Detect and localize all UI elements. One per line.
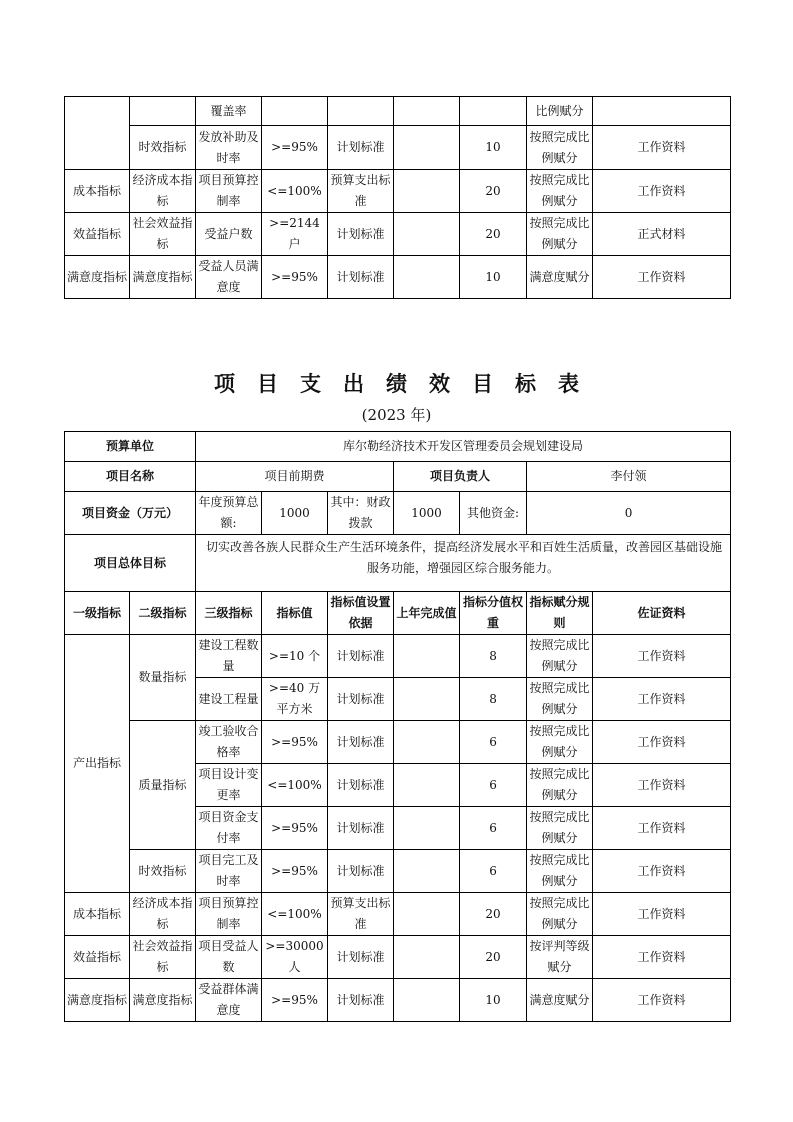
level2-satisfaction: 满意度指标 bbox=[130, 979, 196, 1022]
project-goal-value: 切实改善各族人民群众生产生活环境条件，提高经济发展水平和百姓生活质量，改善园区基础设施服务功能，增强园区综合服务能力。 bbox=[196, 535, 731, 592]
table-row: 满意度指标 满意度指标 受益人员满意度 >=95% 计划标准 10 满意度赋分 工作资料 bbox=[65, 256, 731, 299]
project-name-value: 项目前期费 bbox=[196, 462, 394, 492]
header-row: 一级指标 二级指标 三级指标 指标值 指标值设置依据 上年完成值 指标分值权重 指标赋分规则 佐证资料 bbox=[65, 592, 731, 635]
table-row: 时效指标 项目完工及时率 >=95% 计划标准 6 按照完成比例赋分 工作资料 bbox=[65, 850, 731, 893]
level1-benefit: 效益指标 bbox=[65, 936, 130, 979]
table-row: 成本指标 经济成本指标 项目预算控制率 <=100% 预算支出标准 20 按照完成比例赋分 工作资料 bbox=[65, 893, 731, 936]
level1-cost: 成本指标 bbox=[65, 893, 130, 936]
level2-timeliness: 时效指标 bbox=[130, 850, 196, 893]
table-row: 项目资金支付率 >=95% 计划标准 6 按照完成比例赋分 工作资料 bbox=[65, 807, 731, 850]
table-row: 质量指标 竣工验收合格率 >=95% 计划标准 6 按照完成比例赋分 工作资料 bbox=[65, 721, 731, 764]
continuation-table bbox=[64, 96, 731, 299]
level1-output: 产出指标 bbox=[65, 635, 130, 893]
table-row: 效益指标 社会效益指标 受益户数 >=2144 户 计划标准 20 按照完成比例赋分 正式材料 bbox=[65, 213, 731, 256]
table-row: 满意度指标 满意度指标 受益群体满意度 >=95% 计划标准 10 满意度赋分 工作资料 bbox=[65, 979, 731, 1022]
project-goal-row: 项目总体目标 切实改善各族人民群众生产生活环境条件，提高经济发展水平和百姓生活质量，改善园区基础设施服务功能，增强园区综合服务能力。 bbox=[65, 535, 731, 592]
level2-econ-cost: 经济成本指标 bbox=[130, 893, 196, 936]
table-row: 建设工程量 >=40 万平方米 计划标准 8 按照完成比例赋分 工作资料 bbox=[65, 678, 731, 721]
level2-quality: 质量指标 bbox=[130, 721, 196, 850]
table-row: 项目设计变更率 <=100% 计划标准 6 按照完成比例赋分 工作资料 bbox=[65, 764, 731, 807]
performance-target-table bbox=[64, 431, 731, 1022]
level2-quantity: 数量指标 bbox=[130, 635, 196, 721]
table-row: 产出指标 数量指标 建设工程数量 >=10 个 计划标准 8 按照完成比例赋分 工作资料 bbox=[65, 635, 731, 678]
budget-unit-row: 预算单位 库尔勒经济技术开发区管理委员会规划建设局 bbox=[65, 432, 731, 462]
table-row: 时效指标 发放补助及时率 >=95% 计划标准 10 按照完成比例赋分 工作资料 bbox=[65, 126, 731, 170]
level1-satisfaction: 满意度指标 bbox=[65, 979, 130, 1022]
table-row: 成本指标 经济成本指标 项目预算控制率 <=100% 预算支出标准 20 按照完成比例赋分 工作资料 bbox=[65, 170, 731, 213]
table-row: 覆盖率 比例赋分 bbox=[65, 97, 731, 126]
level2-social: 社会效益指标 bbox=[130, 936, 196, 979]
budget-unit-value: 库尔勒经济技术开发区管理委员会规划建设局 bbox=[196, 432, 731, 462]
page-title: 项目支出绩效目标表 bbox=[214, 372, 601, 396]
project-funds-row: 项目资金（万元） 年度预算总额: 1000 其中：财政拨款 1000 其他资金: 0 bbox=[65, 492, 731, 535]
project-owner-value: 李付领 bbox=[527, 462, 731, 492]
year-label: (2023 年) bbox=[361, 406, 432, 424]
project-name-row: 项目名称 项目前期费 项目负责人 李付领 bbox=[65, 462, 731, 492]
table-row: 效益指标 社会效益指标 项目受益人数 >=30000 人 计划标准 20 按评判等级赋分 工作资料 bbox=[65, 936, 731, 979]
